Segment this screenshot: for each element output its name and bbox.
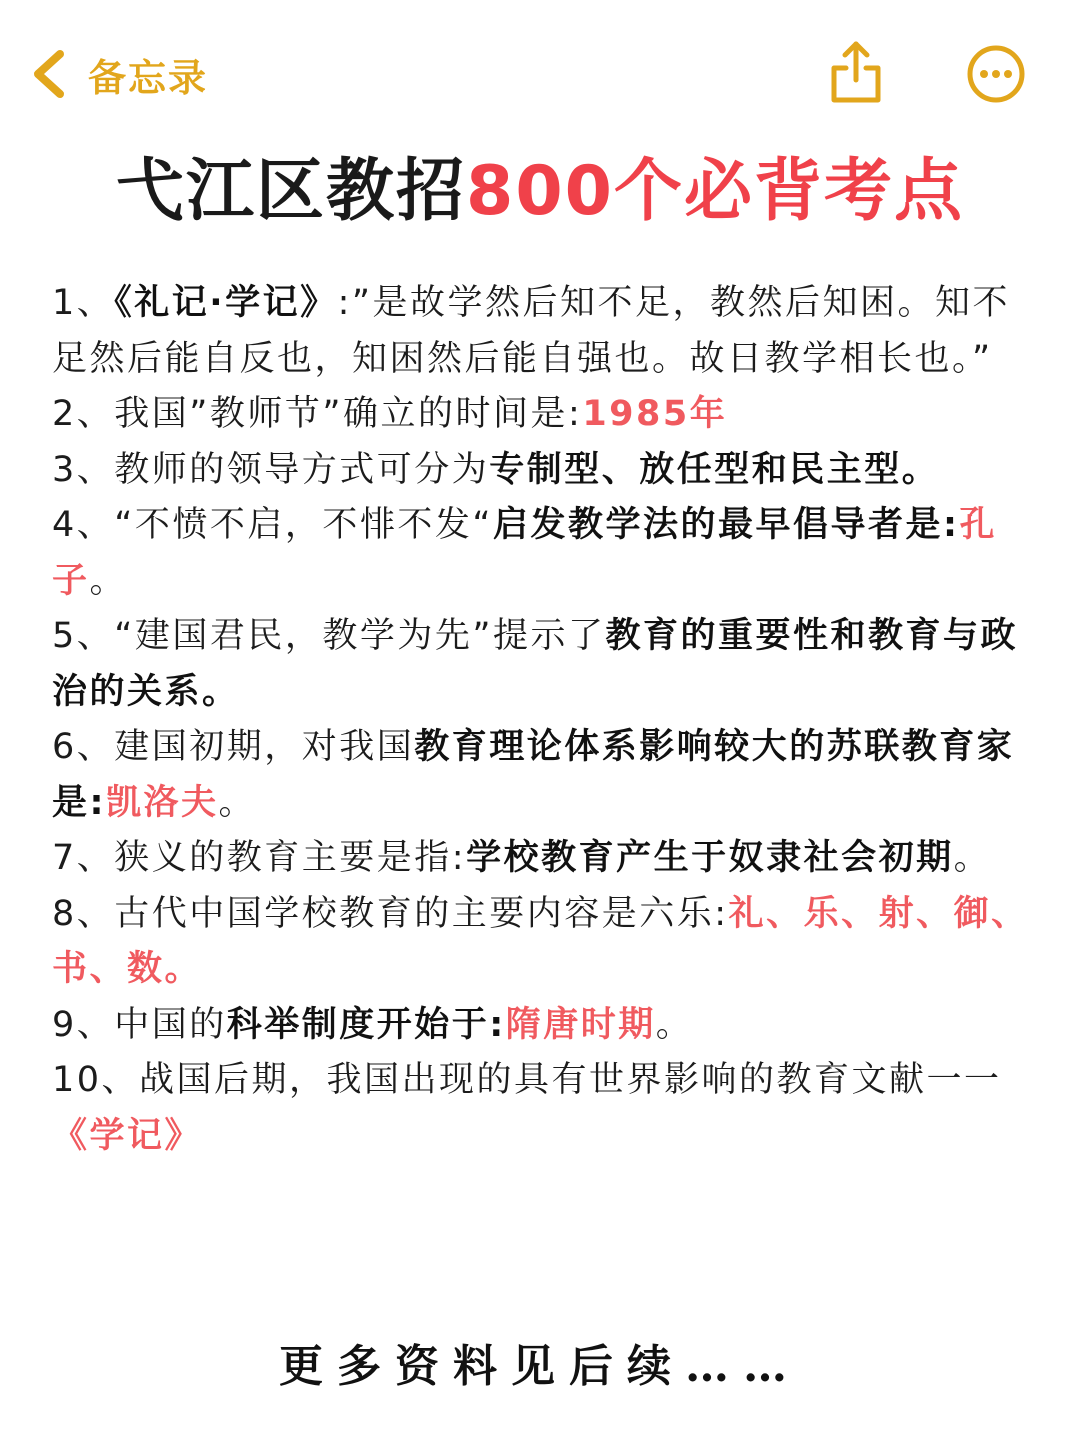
list-item bbox=[52, 609, 1032, 720]
list-item bbox=[52, 998, 1032, 1054]
footer-note: 更多资料见后续…… bbox=[279, 1341, 801, 1392]
item-9-bold: 科举制度开始于: bbox=[226, 1004, 506, 1045]
title-dark-part: 弋江区教招 bbox=[116, 152, 467, 231]
item-10-text: 10、战国后期，我国出现的具有世界影响的教育文献一一 bbox=[52, 1060, 1002, 1100]
item-6-text: 6、建国初期，对我国 bbox=[52, 727, 415, 767]
item-6-bold: 教育理论体系影响较大的苏联教育家是: bbox=[52, 727, 1015, 823]
list-item bbox=[52, 443, 1032, 499]
item-7-end: 。 bbox=[953, 838, 992, 878]
item-4-text: 4、“不愤不启，不悱不发“ bbox=[52, 505, 494, 545]
more-icon[interactable] bbox=[966, 44, 1026, 104]
list-item bbox=[52, 720, 1032, 831]
item-7-bold: 学校教育产生于奴隶社会初期 bbox=[466, 838, 954, 878]
back-label: 备忘录 bbox=[88, 55, 209, 100]
item-6-highlight: 凯洛夫 bbox=[106, 782, 219, 823]
list-item bbox=[52, 887, 1032, 998]
item-10-highlight: 《学记》 bbox=[52, 1115, 203, 1156]
item-3-text: 3、教师的领导方式可分为 bbox=[52, 449, 490, 490]
item-8-text: 8、古代中国学校教育的主要内容是六乐: bbox=[52, 893, 729, 934]
nav-bar bbox=[0, 0, 1080, 140]
item-5-bold: 教育的重要性和教育与政治的关系。 bbox=[52, 616, 1019, 712]
item-7-text: 7、狭义的教育主要是指: bbox=[52, 838, 467, 878]
chevron-left-icon bbox=[30, 48, 66, 100]
item-4-highlight: 孔子 bbox=[52, 505, 998, 601]
back-button[interactable] bbox=[30, 44, 208, 104]
item-2-highlight: 1985年 bbox=[582, 394, 728, 434]
note-body bbox=[52, 276, 1032, 1164]
item-1-text: :”是故学然后知不足，教然后知困。知不足然后能自反也，知困然后能自强也。故日教学相长也。” bbox=[52, 283, 1011, 379]
item-9-end: 。 bbox=[655, 1004, 694, 1045]
list-item bbox=[52, 387, 1032, 443]
item-3-bold: 专制型、放任型和民主型。 bbox=[489, 449, 940, 490]
share-icon[interactable] bbox=[826, 38, 886, 106]
item-9-highlight: 隋唐时期 bbox=[505, 1004, 656, 1045]
list-item bbox=[52, 276, 1032, 387]
list-item bbox=[52, 1053, 1032, 1164]
item-1-prefix: 1、 bbox=[52, 283, 115, 323]
item-4-bold: 启发教学法的最早倡导者是: bbox=[493, 505, 960, 545]
list-item bbox=[52, 831, 1032, 887]
list-item bbox=[52, 498, 1032, 609]
page-title bbox=[0, 150, 1080, 234]
item-6-end: 。 bbox=[218, 782, 257, 823]
item-9-text: 9、中国的 bbox=[52, 1004, 227, 1045]
title-red-part: 800个必背考点 bbox=[466, 152, 964, 231]
item-2-text: 2、我国”教师节”确立的时间是: bbox=[52, 394, 583, 434]
item-4-end: 。 bbox=[89, 560, 128, 601]
item-5-text: 5、“建国君民，教学为先”提示了 bbox=[52, 616, 606, 656]
item-1-bold: 《礼记·学记》 bbox=[114, 283, 338, 323]
item-8-highlight: 礼、乐、射、御、书、数。 bbox=[52, 893, 1029, 989]
